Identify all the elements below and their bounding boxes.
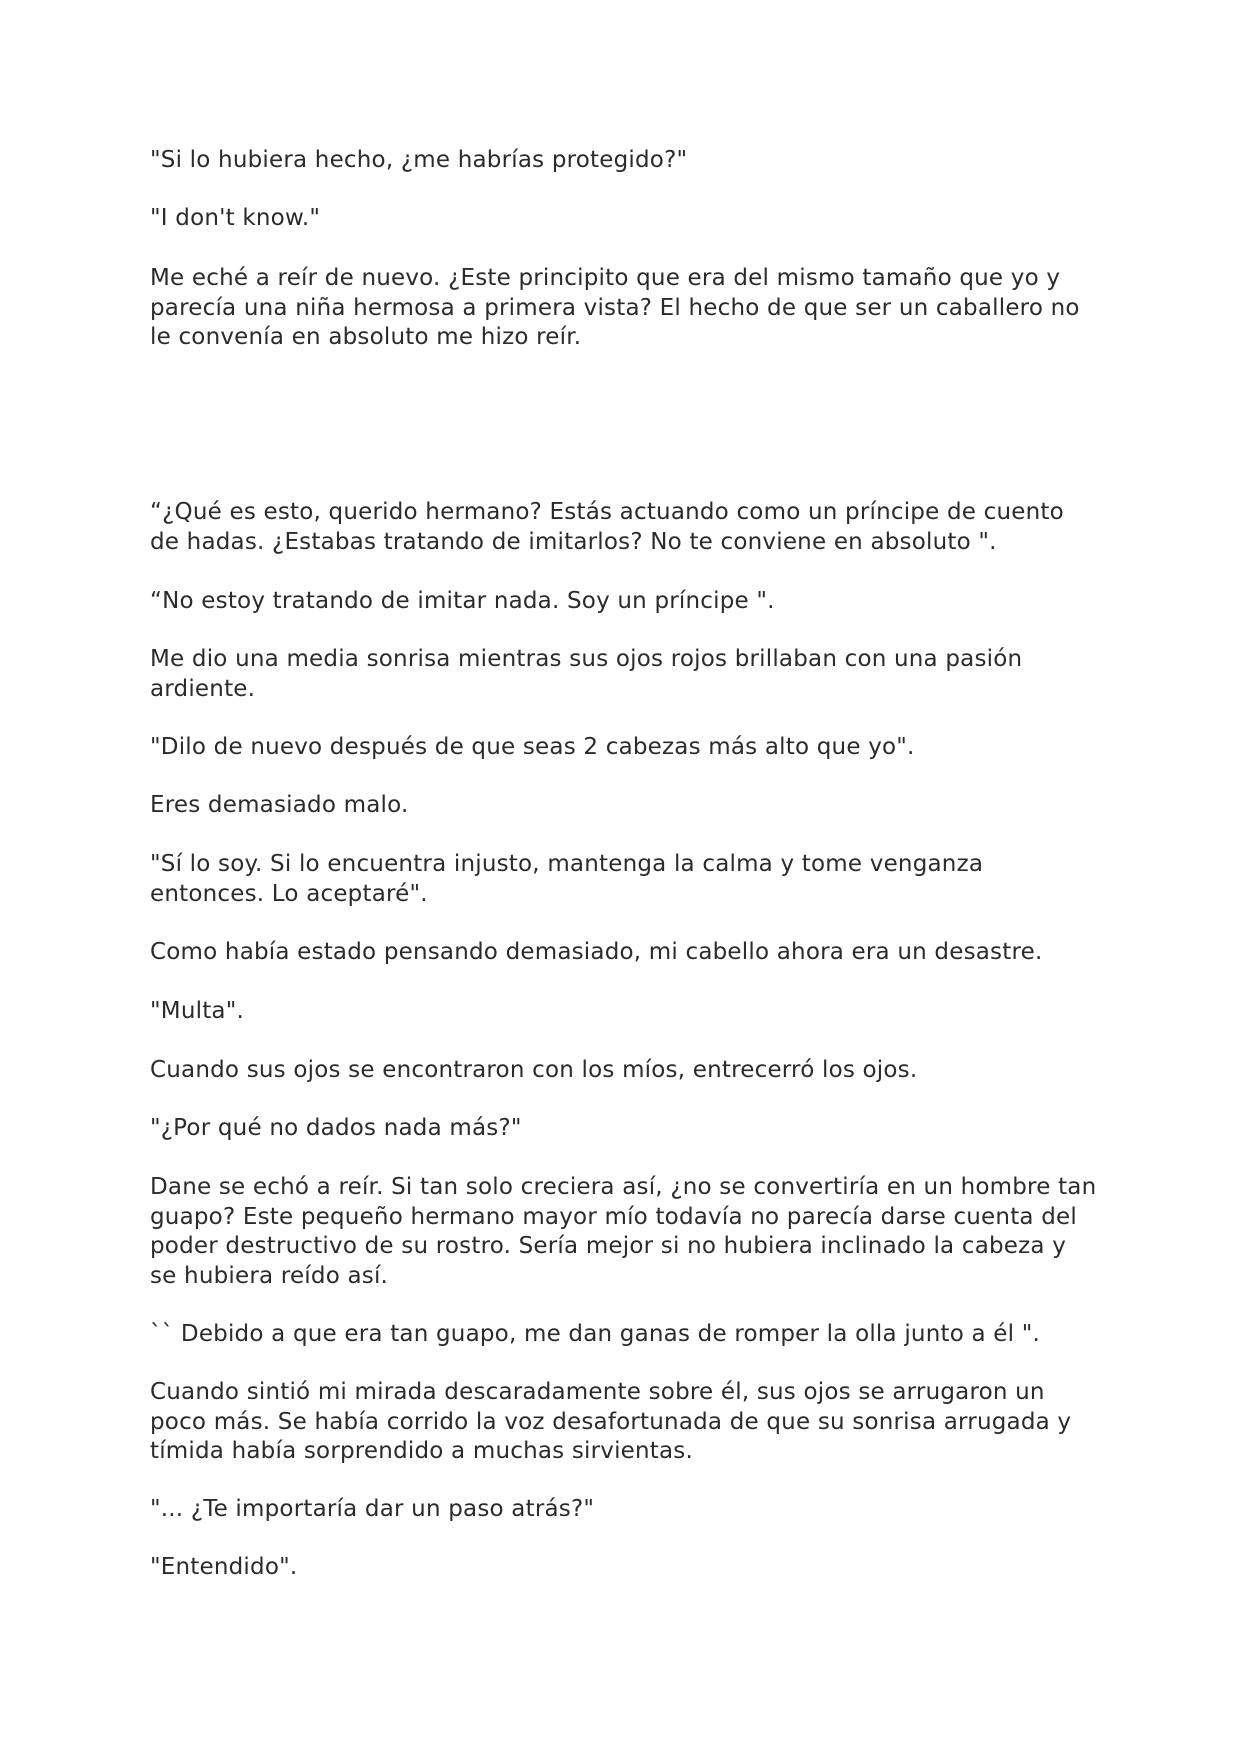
paragraph-16: Cuando sintió mi mirada descaradamente sobre él, sus ojos se arrugaron un poco más. Se había corrido la voz desafortunada de que su sonrisa arrugada y tímida había sorprendido a muchas sirvientas. <box>150 1379 1072 1464</box>
paragraph-13: "¿Por qué no dados nada más?" <box>150 1115 522 1141</box>
paragraph-17: "... ¿Te importaría dar un paso atrás?" <box>150 1496 595 1522</box>
paragraph-10: Como había estado pensando demasiado, mi cabello ahora era un desastre. <box>150 939 1043 965</box>
paragraph-3: Me eché a reír de nuevo. ¿Este principito que era del mismo tamaño que yo y parecía una niña hermosa a primera vista? El hecho de que ser un caballero no le convenía en absoluto me hizo reír. <box>150 265 1080 350</box>
paragraph-2: "I don't know." <box>150 205 321 231</box>
paragraph-12: Cuando sus ojos se encontraron con los míos, entrecerró los ojos. <box>150 1057 918 1083</box>
paragraph-15: `` Debido a que era tan guapo, me dan ganas de romper la olla junto a él ". <box>150 1321 1041 1347</box>
paragraph-8: Eres demasiado malo. <box>150 792 409 818</box>
paragraph-14: Dane se echó a reír. Si tan solo creciera así, ¿no se convertiría en un hombre tan guapo? Este pequeño hermano mayor mío todavía no parecía darse cuenta del poder destructivo de su rostro. Sería mejor si no hubiera inclinado la cabeza y se hubiera reído así. <box>150 1174 1097 1289</box>
paragraph-11: "Multa". <box>150 998 244 1024</box>
paragraph-7: "Dilo de nuevo después de que seas 2 cabezas más alto que yo". <box>150 734 915 760</box>
paragraph-9: "Sí lo soy. Si lo encuentra injusto, mantenga la calma y tome venganza entonces. Lo aceptaré". <box>150 851 984 907</box>
paragraph-4: “¿Qué es esto, querido hermano? Estás actuando como un príncipe de cuento de hadas. ¿Estabas tratando de imitarlos? No te conviene en absoluto ". <box>150 499 1064 555</box>
paragraph-6: Me dio una media sonrisa mientras sus ojos rojos brillaban con una pasión ardiente. <box>150 646 1023 702</box>
paragraph-1: "Si lo hubiera hecho, ¿me habrías protegido?" <box>150 147 688 173</box>
paragraph-5: “No estoy tratando de imitar nada. Soy un príncipe ". <box>150 588 775 614</box>
paragraph-18: "Entendido". <box>150 1554 298 1580</box>
